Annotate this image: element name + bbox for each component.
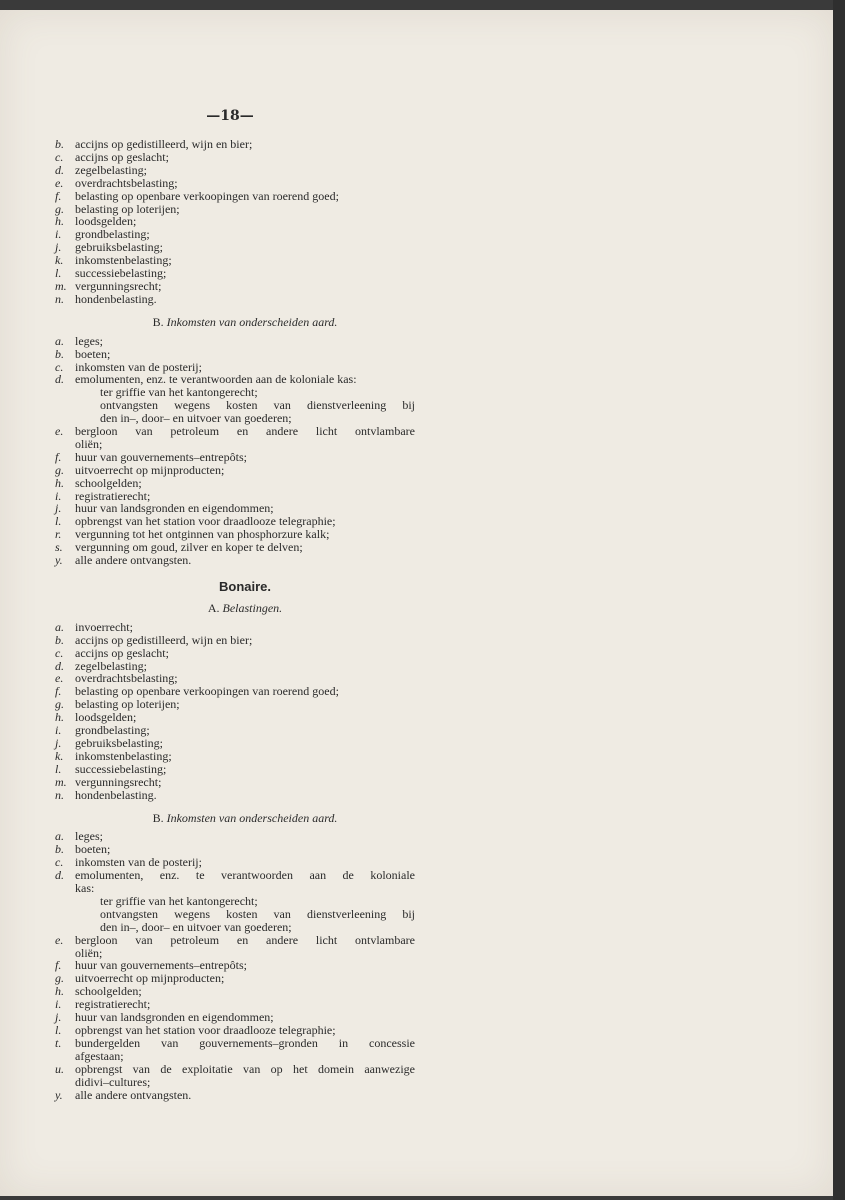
list-letter: n. (55, 787, 64, 802)
list-letter: m. (55, 774, 67, 789)
list-text: uitvoerrecht op mijnproducten; (75, 462, 225, 477)
list-letter: l. (55, 1023, 62, 1037)
list-letter: c. (55, 149, 64, 164)
list-text: uitvoerrecht op mijnproducten; (75, 971, 225, 986)
list-item: t. bundergelden van gouvernements–gronden in concessie afgestaan; (55, 1035, 415, 1063)
list-item (55, 634, 415, 647)
list-letter: l. (55, 266, 62, 281)
list-item (55, 554, 415, 567)
list-item (55, 293, 415, 306)
list-text: belasting op openbare verkoopingen van roerend goed; (75, 188, 339, 203)
list-item (55, 280, 415, 293)
list-letter: a. (55, 829, 64, 844)
list-letter: h. (55, 475, 64, 490)
list-item: u. opbrengst van de exploitatie van op het domein aanwezige didivi–cultures; (55, 1061, 415, 1089)
list-letter: b. (55, 632, 64, 647)
list-text: vergunningsrecht; (75, 774, 162, 789)
list-text: hondenbelasting. (75, 291, 157, 306)
list-item: d. emolumenten, enz. te verantwoorden aan de koloniale kas: (55, 868, 415, 896)
list-text: registratierecht; (75, 488, 151, 503)
list-letter: r. (55, 527, 62, 542)
list-text: grondbelasting; (75, 227, 150, 242)
island-heading: Bonaire. (218, 579, 271, 594)
list-text: zegelbelasting; (75, 162, 147, 177)
list-text: alle andere ontvangsten. (75, 553, 192, 568)
section-heading-b-2: B. Inkomsten van onderscheiden aard. (152, 810, 338, 825)
curacao-taxes-list (55, 138, 415, 306)
list-letter: m. (55, 278, 67, 293)
list-item: ter griffie van het kantongerecht; ontvangsten wegens kosten van dienstverleening bij den in–, door– en uitvoer van goederen; (100, 893, 415, 934)
list-letter: f. (55, 958, 62, 973)
list-letter: h. (55, 984, 64, 999)
list-letter: b. (55, 842, 64, 857)
list-letter: l. (55, 514, 62, 529)
list-text: zegelbelasting; (75, 658, 147, 673)
section-heading-b-1: B. Inkomsten van onderscheiden aard. (152, 314, 338, 329)
list-text: grondbelasting; (75, 723, 150, 738)
page-edge (833, 0, 845, 1200)
list-text: accijns op geslacht; (75, 645, 169, 660)
list-letter: j. (55, 240, 62, 255)
list-text: accijns op gedistilleerd, wijn en bier; (75, 632, 253, 647)
list-text: overdrachtsbelasting; (75, 175, 178, 190)
list-letter: i. (55, 488, 62, 503)
list-text: gebruiksbelasting; (75, 240, 163, 255)
list-letter: k. (55, 253, 64, 268)
list-text: hondenbelasting. (75, 787, 157, 802)
list-letter: g. (55, 697, 64, 712)
list-letter: c. (55, 645, 64, 660)
list-letter: f. (55, 188, 62, 203)
list-text: schoolgelden; (75, 475, 142, 490)
list-item (55, 789, 415, 802)
list-letter: g. (55, 971, 64, 986)
list-letter: e. (55, 671, 64, 686)
list-item (55, 138, 415, 151)
list-item: e. bergloon van petroleum en andere licht ontvlambare oliën; (55, 424, 415, 451)
list-text: accijns op geslacht; (75, 149, 169, 164)
list-letter: f. (55, 449, 62, 464)
list-text: overdrachtsbelasting; (75, 671, 178, 686)
list-text: loodsgelden; (75, 710, 137, 725)
list-letter: h. (55, 710, 64, 725)
list-item (55, 763, 415, 776)
list-text: inkomsten van de posterij; (75, 855, 202, 870)
list-letter: e. (55, 175, 64, 190)
list-letter: s. (55, 540, 63, 555)
list-letter: n. (55, 291, 64, 306)
document-body (55, 138, 415, 1101)
list-text: vergunningsrecht; (75, 278, 162, 293)
list-letter: i. (55, 723, 62, 738)
list-text: successiebelasting; (75, 266, 167, 281)
list-item (55, 647, 415, 660)
bonaire-taxes-list (55, 621, 415, 802)
list-letter: g. (55, 462, 64, 477)
list-letter: d. (55, 372, 64, 387)
list-item (55, 151, 415, 164)
list-text: belasting op loterijen; (75, 201, 180, 216)
list-item (55, 451, 415, 464)
curacao-revenue-list (55, 335, 415, 387)
list-text: huur van landsgronden en eigendommen; (75, 1010, 274, 1025)
list-item: y. alle andere ontvangsten. (55, 1087, 192, 1102)
bonaire-revenue-list-continued (55, 959, 415, 1036)
list-text: leges; (75, 829, 103, 844)
list-text: invoerrecht; (75, 619, 133, 634)
list-text: inkomsten van de posterij; (75, 359, 202, 374)
list-item: e. bergloon van petroleum en andere licht ontvlambare oliën; (55, 932, 415, 960)
page-number: —18— (206, 108, 254, 124)
list-text: boeten; (75, 346, 111, 361)
list-letter: i. (55, 227, 62, 242)
list-letter: k. (55, 748, 64, 763)
list-text: successiebelasting; (75, 761, 167, 776)
section-heading-a: A. Belastingen. (207, 600, 283, 615)
list-item: ter griffie van het kantongerecht; ontvangsten wegens kosten van dienstverleening bij den in–, door– en uitvoer van goederen; (100, 385, 415, 426)
list-letter: c. (55, 359, 64, 374)
list-item (55, 464, 415, 477)
list-letter: b. (55, 346, 64, 361)
list-item (55, 750, 415, 763)
list-item (55, 776, 415, 789)
list-text: vergunning om goud, zilver en koper te delven; (75, 540, 303, 555)
list-letter: j. (55, 1010, 62, 1025)
list-item (55, 348, 415, 361)
list-letter: c. (55, 855, 64, 870)
list-letter: i. (55, 997, 62, 1012)
list-letter: h. (55, 214, 64, 229)
bonaire-revenue-list (55, 830, 415, 869)
curacao-revenue-list-continued (55, 451, 415, 567)
list-text: loodsgelden; (75, 214, 137, 229)
list-letter: a. (55, 619, 64, 634)
list-letter: b. (55, 137, 64, 151)
list-letter: y. (55, 553, 63, 568)
list-text: schoolgelden; (75, 984, 142, 999)
list-item (55, 177, 415, 190)
list-letter: g. (55, 201, 64, 216)
list-text: registratierecht; (75, 997, 151, 1012)
list-text: huur van landsgronden en eigendommen; (75, 501, 274, 516)
list-text: vergunning tot het ontginnen van phosphorzure kalk; (75, 527, 330, 542)
list-text: accijns op gedistilleerd, wijn en bier; (75, 137, 253, 151)
list-text: opbrengst van het station voor draadlooze telegraphie; (75, 1023, 336, 1037)
document-page (0, 10, 833, 1196)
list-item (55, 1024, 415, 1037)
list-text: emolumenten, enz. te verantwoorden aan de koloniale kas: (75, 372, 357, 387)
list-text: leges; (75, 333, 103, 348)
list-letter: a. (55, 333, 64, 348)
list-letter: d. (55, 162, 64, 177)
list-letter: f. (55, 684, 62, 699)
list-letter: d. (55, 658, 64, 673)
list-text: belasting op loterijen; (75, 697, 180, 712)
list-letter: j. (55, 501, 62, 516)
list-item (55, 621, 415, 634)
list-text: gebruiksbelasting; (75, 735, 163, 750)
list-item (55, 737, 415, 750)
list-text: inkomstenbelasting; (75, 253, 172, 268)
list-item (55, 335, 415, 348)
list-text: belasting op openbare verkoopingen van roerend goed; (75, 684, 339, 699)
list-text: huur van gouvernements–entrepôts; (75, 449, 247, 464)
list-text: inkomstenbelasting; (75, 748, 172, 763)
list-text: huur van gouvernements–entrepôts; (75, 958, 247, 973)
list-text: opbrengst van het station voor draadlooze telegraphie; (75, 514, 336, 529)
list-item (55, 190, 415, 203)
list-text: boeten; (75, 842, 111, 857)
list-item (55, 477, 415, 490)
list-letter: j. (55, 735, 62, 750)
list-item (55, 164, 415, 177)
list-letter: l. (55, 761, 62, 776)
